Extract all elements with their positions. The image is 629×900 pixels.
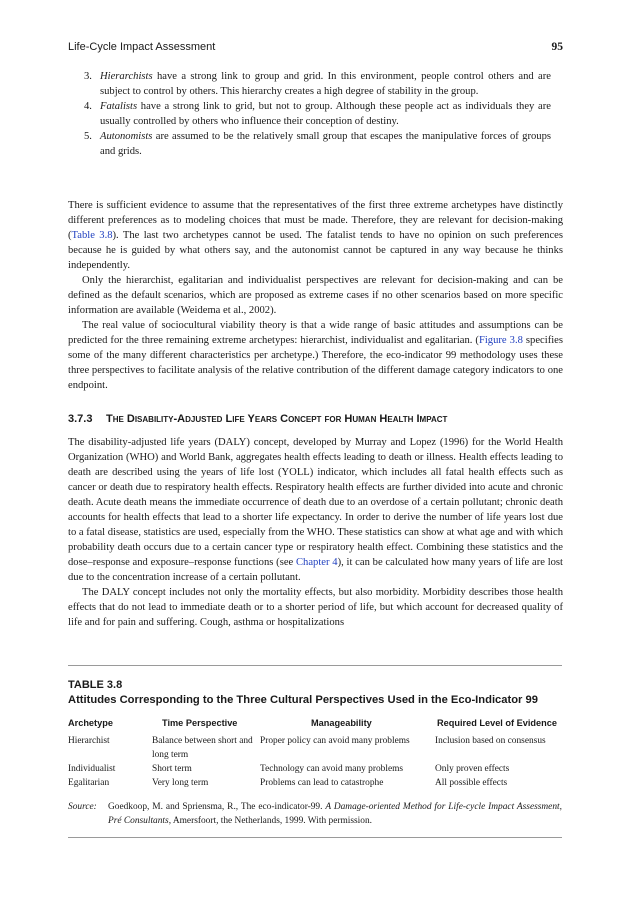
chapter-4-link[interactable]: Chapter 4 [295,557,338,568]
paragraph [68,318,563,393]
table-label: TABLE 3.8 [68,679,123,691]
running-head [68,41,563,57]
table-cell: Only proven effects [435,764,510,774]
list-item-text: have a strong link to group and grid. In this environment, people control others and are subject to control by others. This hierarchy creates a high degree of stability in the group. [100,71,551,97]
table-source-note [68,800,562,828]
source-label: Source: [68,802,97,812]
list-item-term: Hierarchists [100,71,153,82]
table-cell: All possible effects [435,778,508,788]
table-header-cell: Manageability [311,718,372,728]
source-text-part: Goedkoop, M. and Spriensma, R., The eco-indicator-99. [108,802,326,812]
section-number: 3.7.3 [68,413,93,425]
paragraph-text: ). The last two archetypes cannot be used. The fatalist tends to have no opinion on such preferences because he is guided by what others say, and the autonomist cannot be captured in any way because he thinks independently. [68,230,563,271]
figure-3-8-link[interactable]: Figure 3.8 [478,335,523,346]
paragraph-text: specifies some of the many different characteristics per archetype.) Therefore, the eco-indicator 99 methodology uses these three perspectives to facilitate analysis of the relative contribution of the different damage category indicators to one endpoint. [68,335,563,391]
list-item-term: Autonomists [100,131,153,142]
list-item [84,69,551,99]
paragraph [68,435,563,585]
table-cell: Inclusion based on consensus [435,736,546,746]
paragraph-text: ), it can be calculated how many years of life are lost due to the concentration increase of a certain pollutant. [68,557,563,583]
archetype-list [84,69,551,159]
table-cell: Balance between short and long term [152,736,253,760]
paragraph [68,198,563,273]
source-text [108,800,562,828]
list-item-number: 3. [84,71,92,82]
table-header-row [68,716,562,734]
section-title: The Disability-Adjusted Life Years Concept for Human Health Impact [106,413,448,425]
table-cell: Technology can avoid many problems [260,764,404,774]
body-text-upper [68,198,563,393]
list-item-term: Fatalists [100,101,138,112]
list-item [84,99,551,129]
paragraph: The DALY concept includes not only the mortality effects, but also morbidity. Morbidity describes those health effects that do not lead to immediate death or to a shorter period of life, but which account for decreased quality of life and for pain and suffering. Cough, asthma or hospitalizations [68,587,563,628]
section-heading [68,413,447,425]
paragraph-text: The disability-adjusted life years (DALY) concept, developed by Murray and Lopez (1996) for the World Health Organization (WHO) and World Bank, aggregates health effects leading to death or illness. Health effects leading to death are described using the years of life lost (YOLL) indicator, which includes all fatal health effects such as cancer or death due to respiratory health effects. Respiratory health effects are further divided into acute and chronic death. Acute death means the immediate occurrence of death due to an overdose of a certain pollutant; chronic death accounts for health effects that lead to a shorter life expectancy. In order to derive the number of life years lost due to a fatal disease, statistics are used, especially from the WHO. These statistics can show at what age and with which probability death occurs due to a certain cancer type or respiratory health effect. Combining these statistics and the dose–response and exposure–response functions (see [68,437,563,568]
table-header-cell: Archetype [68,718,113,728]
body-text-lower [68,435,563,630]
paragraph-text: There is sufficient evidence to assume that the representatives of the first three extreme archetypes have distinctly different preferences as to modeling choices that must be made. Therefore, they are relevant for decision-making ( [68,200,563,241]
list-item [84,129,551,159]
paragraph: Only the hierarchist, egalitarian and individualist perspectives are relevant for decision-making and can be defined as the default scenarios, which are proposed as extreme cases if no other scenarios based on more specific information are available (Weidema et al., 2002). [68,275,563,316]
source-text-part: , Amersfoort, the Netherlands, 1999. With permission. [168,816,373,826]
table-cell: Short term [152,764,192,774]
table-cell: Egalitarian [68,778,110,788]
paragraph-text: The real value of sociocultural viability theory is that a wide range of basic attitudes and assumptions can be predicted for the three remaining extreme archetypes: hierarchist, individualist and egalitarian. ( [68,320,563,346]
table-cell: Very long term [152,778,209,788]
table-bottom-rule [68,837,562,838]
table-cell: Problems can lead to catastrophe [260,778,384,788]
list-item-text: are assumed to be the relatively small group that escapes the manipulative forces of groups and grids. [100,131,551,157]
running-head-title: Life-Cycle Impact Assessment [68,41,216,53]
table-cell: Proper policy can avoid many problems [260,736,410,746]
table-header-cell: Time Perspective [162,718,238,728]
page-number: 95 [551,41,563,53]
table-cell: Hierarchist [68,736,110,746]
source-title: A Damage-oriented Method for Life-cycle Impact Assessment, Pré Consultants [108,802,562,826]
list-item-text: have a strong link to grid, but not to group. Although these people act as individuals they are usually controlled by others who influence their conception of destiny. [100,101,551,127]
attitudes-table [68,716,562,790]
table-caption: Attitudes Corresponding to the Three Cultural Perspectives Used in the Eco-Indicator 99 [68,694,538,706]
table-row [68,762,562,776]
table-3-8-link[interactable]: Table 3.8 [71,230,113,241]
table-top-rule [68,665,562,666]
table-cell: Individualist [68,764,116,774]
table-header-cell: Required Level of Evidence [437,718,557,728]
list-item-number: 4. [84,101,92,112]
table-row [68,776,562,790]
list-item-number: 5. [84,131,92,142]
table-row [68,734,562,762]
